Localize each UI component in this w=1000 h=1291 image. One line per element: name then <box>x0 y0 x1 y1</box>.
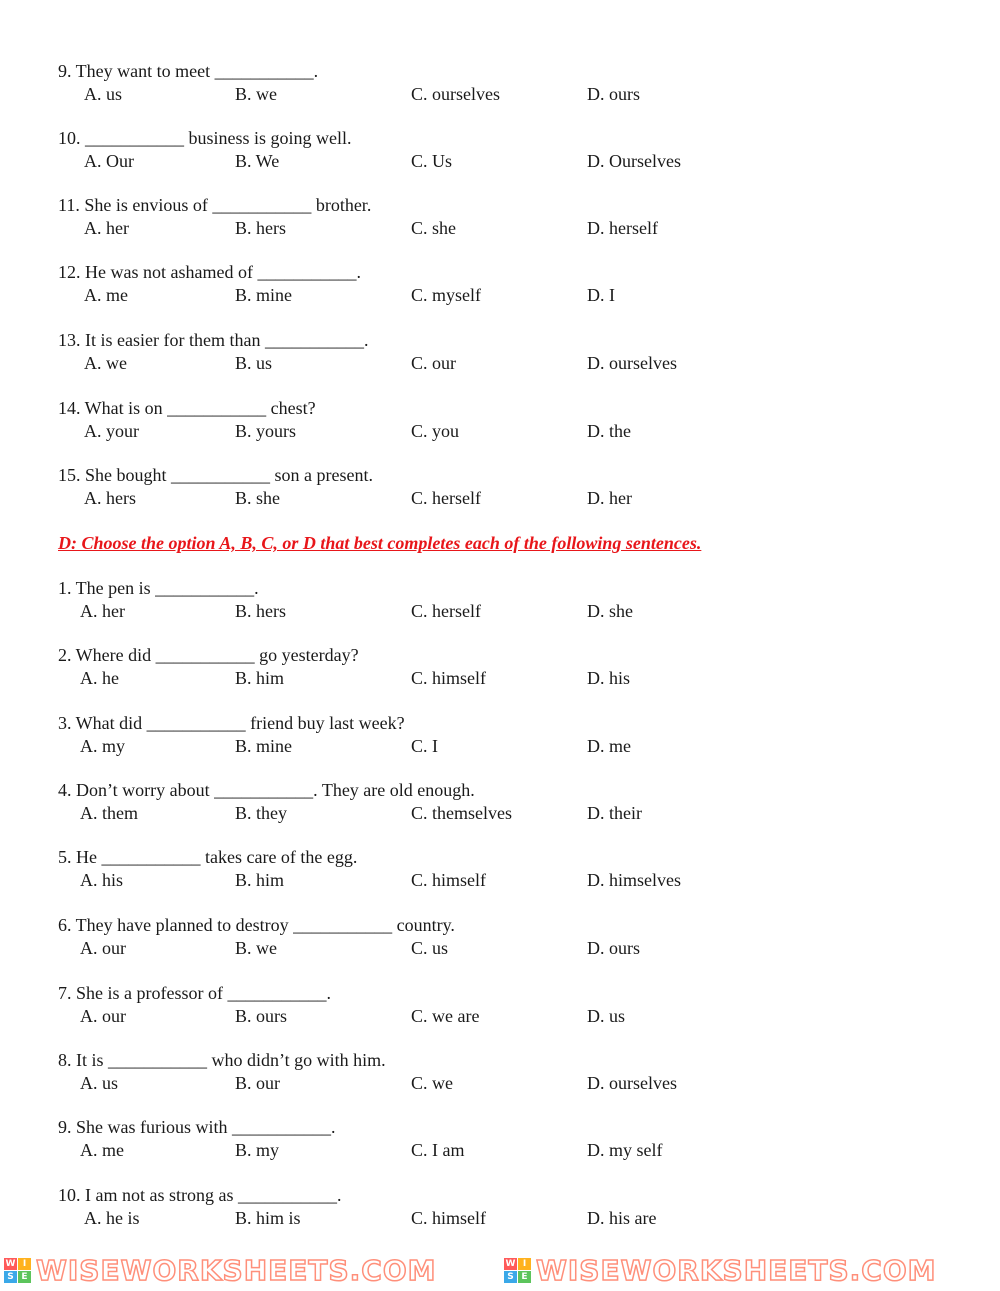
question-item <box>0 846 1000 896</box>
question-stem: 14. What is on ___________ chest? <box>58 398 316 418</box>
option-a: A. his <box>80 870 124 890</box>
question-item <box>0 914 1000 964</box>
option-b: B. my <box>235 1140 280 1160</box>
option-a: A. our <box>80 938 126 958</box>
question-item <box>0 779 1000 829</box>
logo-tiles-icon <box>4 1258 32 1284</box>
option-b: B. hers <box>235 601 286 621</box>
question-item <box>0 194 1000 244</box>
option-d: D. his are <box>587 1208 657 1228</box>
option-a: A. me <box>84 285 128 305</box>
option-d: D. the <box>587 421 631 441</box>
question-item <box>0 1116 1000 1166</box>
option-a: A. her <box>84 218 129 238</box>
option-a: A. our <box>80 1006 126 1026</box>
option-c: C. we are <box>411 1006 480 1026</box>
option-a: A. me <box>80 1140 124 1160</box>
option-a: A. he is <box>84 1208 140 1228</box>
option-a: A. your <box>84 421 139 441</box>
question-stem: 13. It is easier for them than ___________. <box>58 330 369 350</box>
option-d: D. Ourselves <box>587 151 681 171</box>
option-d: D. ours <box>587 938 640 958</box>
option-b: B. we <box>235 938 277 958</box>
option-a: A. my <box>80 736 125 756</box>
option-c: C. our <box>411 353 456 373</box>
option-d: D. ours <box>587 84 640 104</box>
question-stem: 5. He ___________ takes care of the egg. <box>58 847 358 867</box>
question-stem: 7. She is a professor of ___________. <box>58 983 331 1003</box>
option-a: A. he <box>80 668 119 688</box>
option-c: C. himself <box>411 1208 486 1228</box>
option-c: C. we <box>411 1073 453 1093</box>
option-b: B. We <box>235 151 280 171</box>
option-b: B. mine <box>235 285 292 305</box>
option-b: B. him is <box>235 1208 301 1228</box>
option-b: B. we <box>235 84 277 104</box>
option-d: D. my self <box>587 1140 663 1160</box>
question-stem: 11. She is envious of ___________ brother. <box>58 195 372 215</box>
question-stem: 6. They have planned to destroy ___________ country. <box>58 915 455 935</box>
option-c: C. she <box>411 218 456 238</box>
question-item <box>0 127 1000 177</box>
option-b: B. him <box>235 668 285 688</box>
option-c: C. themselves <box>411 803 512 823</box>
option-b: B. us <box>235 353 273 373</box>
question-item <box>0 1184 1000 1234</box>
question-stem: 1. The pen is ___________. <box>58 578 259 598</box>
question-item <box>0 1049 1000 1099</box>
option-c: C. ourselves <box>411 84 500 104</box>
option-b: B. our <box>235 1073 280 1093</box>
option-a: A. hers <box>84 488 136 508</box>
option-b: B. hers <box>235 218 286 238</box>
question-item <box>0 397 1000 447</box>
question-item <box>0 60 1000 110</box>
logo-tile: W <box>5 1259 16 1269</box>
option-c: C. I am <box>411 1140 465 1160</box>
option-c: C. herself <box>411 601 481 621</box>
option-c: C. I <box>411 736 438 756</box>
option-d: D. her <box>587 488 632 508</box>
option-a: A. Our <box>84 151 134 171</box>
question-item <box>0 329 1000 379</box>
watermark-text: WISEWORKSHEETS.COM <box>536 1254 937 1287</box>
question-item <box>0 464 1000 514</box>
question-item <box>0 644 1000 694</box>
option-a: A. us <box>80 1073 119 1093</box>
option-b: B. mine <box>235 736 292 756</box>
question-stem: 10. ___________ business is going well. <box>58 128 352 148</box>
option-c: C. Us <box>411 151 453 171</box>
option-d: D. himselves <box>587 870 681 890</box>
option-b: B. ours <box>235 1006 288 1026</box>
option-d: D. me <box>587 736 631 756</box>
option-a: A. us <box>84 84 123 104</box>
logo-tile: E <box>518 1271 531 1283</box>
option-d: D. us <box>587 1006 626 1026</box>
option-c: C. myself <box>411 285 481 305</box>
logo-tile: I <box>18 1258 31 1270</box>
option-b: B. him <box>235 870 285 890</box>
question-stem: 9. She was furious with ___________. <box>58 1117 336 1137</box>
option-d: D. their <box>587 803 642 823</box>
option-d: D. herself <box>587 218 658 238</box>
logo-tile: I <box>518 1258 531 1270</box>
question-item <box>0 577 1000 627</box>
option-d: D. ourselves <box>587 353 677 373</box>
question-stem: 9. They want to meet ___________. <box>58 61 319 81</box>
option-b: B. they <box>235 803 287 823</box>
option-a: A. them <box>80 803 138 823</box>
option-c: C. himself <box>411 668 486 688</box>
option-b: B. she <box>235 488 280 508</box>
question-stem: 15. She bought ___________ son a present. <box>58 465 373 485</box>
option-d: D. she <box>587 601 633 621</box>
question-item <box>0 261 1000 311</box>
logo-tile: E <box>18 1271 31 1283</box>
watermark-text: WISEWORKSHEETS.COM <box>36 1254 437 1287</box>
option-c: C. you <box>411 421 460 441</box>
question-stem: 12. He was not ashamed of ___________. <box>58 262 361 282</box>
option-d: D. ourselves <box>587 1073 677 1093</box>
question-item <box>0 712 1000 762</box>
section-heading: D: Choose the option A, B, C, or D that best completes each of the following sentences. <box>58 533 702 553</box>
question-stem: 2. Where did ___________ go yesterday? <box>58 645 359 665</box>
option-a: A. we <box>84 353 127 373</box>
question-stem: 3. What did ___________ friend buy last week? <box>58 713 405 733</box>
option-c: C. us <box>411 938 449 958</box>
option-c: C. himself <box>411 870 486 890</box>
option-d: D. his <box>587 668 631 688</box>
logo-tiles-icon <box>504 1258 532 1284</box>
logo-tile: W <box>505 1259 516 1269</box>
question-item <box>0 982 1000 1032</box>
question-stem: 10. I am not as strong as ___________. <box>58 1185 342 1205</box>
question-stem: 8. It is ___________ who didn’t go with him. <box>58 1050 386 1070</box>
option-a: A. her <box>80 601 125 621</box>
logo-tile: S <box>504 1271 517 1283</box>
option-c: C. herself <box>411 488 481 508</box>
option-b: B. yours <box>235 421 297 441</box>
logo-tile: S <box>4 1271 17 1283</box>
watermark-footer <box>0 1252 1000 1291</box>
option-d: D. I <box>587 285 615 305</box>
question-stem: 4. Don’t worry about ___________. They are old enough. <box>58 780 475 800</box>
